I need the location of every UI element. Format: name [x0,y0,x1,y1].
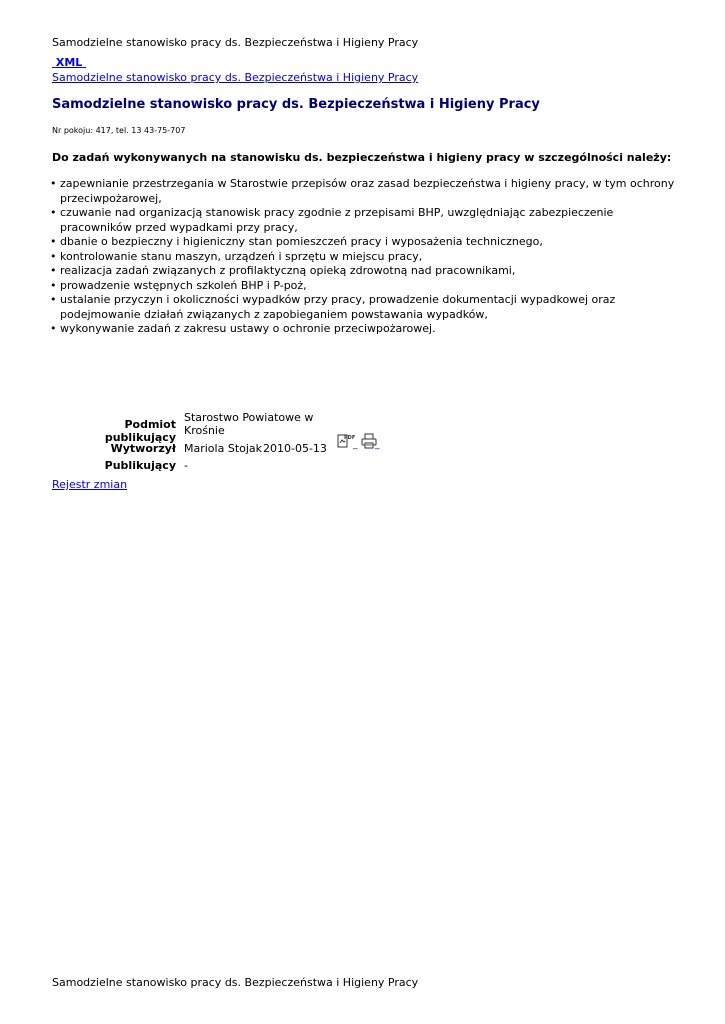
list-item: • dbanie o bezpieczny i higieniczny stan pomieszczeń pracy i wyposażenia technicznego, [50,235,680,250]
publikujacy-label: Publikujący [104,459,176,472]
list-item: • wykonywanie zadań z zakresu ustawy o ochronie przeciwpożarowej. [50,322,680,337]
duties-heading: Do zadań wykonywanych na stanowisku ds. bezpieczeństwa i higieny pracy w szczególności należy: [52,151,672,164]
duties-list [50,177,680,337]
icon-link-underline: _ [353,440,358,450]
list-item: • zapewnianie przestrzegania w Starostwie przepisów oraz zasad bezpieczeństwa i higieny pracy, w tym ochrony przeciwpożarowej, [50,177,680,206]
publikujacy-value: - [184,459,188,472]
page-header: Samodzielne stanowisko pracy ds. Bezpieczeństwa i Higieny Pracy [52,36,419,49]
page-footer: Samodzielne stanowisko pracy ds. Bezpieczeństwa i Higieny Pracy [52,976,419,989]
svg-text:PDF: PDF [344,435,356,441]
xml-link[interactable]: XML [55,56,83,69]
list-item: • czuwanie nad organizacją stanowisk pracy zgodnie z przepisami BHP, uwzględniając zabezpieczenie pracowników przed wypadkami przy pracy, [50,206,680,235]
wytworzyl-label: Wytworzył [110,442,176,455]
podmiot-label: Podmiot publikujący [104,418,176,444]
date-value: 2010-05-13 [263,442,327,455]
icon-link-underline: _ [375,440,380,450]
wytworzyl-value: Mariola Stojak [184,442,263,455]
breadcrumb-link[interactable]: Samodzielne stanowisko pracy ds. Bezpieczeństwa i Higieny Pracy [52,71,419,84]
pdf-icon[interactable] [337,433,356,449]
room-info: Nr pokoju: 417, tel. 13 43-75-707 [52,126,186,135]
page-title: Samodzielne stanowisko pracy ds. Bezpieczeństwa i Higieny Pracy [52,97,540,112]
podmiot-value: Starostwo Powiatowe w Krośnie [184,411,314,437]
list-item: • realizacja zadań związanych z profilaktyczną opieką zdrowotną nad pracownikami, [50,264,680,279]
list-item: • ustalanie przyczyn i okoliczności wypadków przy pracy, prowadzenie dokumentacji wypadkowej oraz podejmowanie działań związanych z zapobieganiem powstawania wypadków, [50,293,680,322]
list-item: • prowadzenie wstępnych szkoleń BHP i P-poż, [50,279,680,294]
list-item: • kontrolowanie stanu maszyn, urządzeń i sprzętu w miejscu pracy, [50,250,680,265]
rejestr-zmian-link[interactable]: Rejestr zmian [52,478,128,491]
